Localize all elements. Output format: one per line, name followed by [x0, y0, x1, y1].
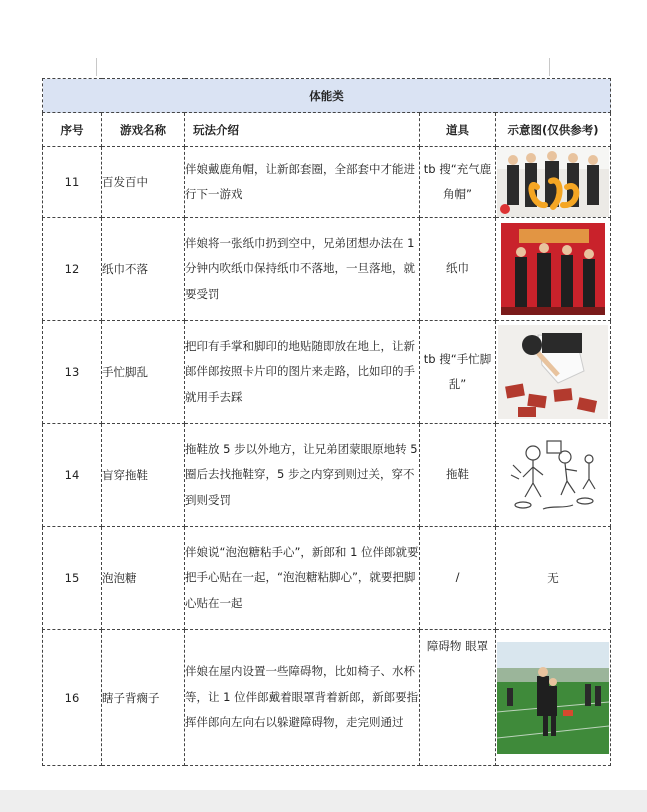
row-number: 15 — [43, 527, 102, 630]
illustration-cell — [496, 321, 611, 424]
games-table — [42, 78, 611, 766]
game-props: tb 搜“充气鹿角帽” — [420, 147, 496, 218]
illustration-cell — [496, 630, 611, 766]
game-description: 伴娘在屋内设置一些障碍物，比如椅子、水杯等，让 1 位伴郎戴着眼罩背着新郎，新郎要指挥伴郎向左向右以躲避障碍物，走完则通过 — [185, 630, 420, 766]
game-name: 瞎子背瘸子 — [102, 630, 185, 766]
game-description: 拖鞋放 5 步以外地方，让兄弟团蒙眼原地转 5 圈后去找拖鞋穿，5 步之内穿到则过关，穿不到则受罚 — [185, 424, 420, 527]
header-number: 序号 — [43, 113, 102, 147]
hand-foot-mat-photo — [498, 325, 608, 419]
antler-hat-photo — [497, 147, 609, 217]
game-props: 拖鞋 — [420, 424, 496, 527]
header-props: 道具 — [420, 113, 496, 147]
table-row — [43, 424, 611, 527]
illustration-cell — [496, 424, 611, 527]
header-game-name: 游戏名称 — [102, 113, 185, 147]
game-description: 伴娘将一张纸巾扔到空中，兄弟团想办法在 1 分钟内吹纸巾保持纸巾不落地，一旦落地，就要受罚 — [185, 218, 420, 321]
row-number: 16 — [43, 630, 102, 766]
game-name: 盲穿拖鞋 — [102, 424, 185, 527]
game-description: 把印有手掌和脚印的地贴随即放在地上，让新郎伴郎按照卡片印的图片来走路，比如印的手就用手去踩 — [185, 321, 420, 424]
game-description: 伴娘说“泡泡糖粘手心”，新郎和 1 位伴郎就要把手心贴在一起，“泡泡糖粘脚心”，就要把脚心贴在一起 — [185, 527, 420, 630]
game-description: 伴娘戴鹿角帽，让新郎套圈，全部套中才能进行下一游戏 — [185, 147, 420, 218]
game-props: / — [420, 527, 496, 630]
game-props: tb 搜“手忙脚乱” — [420, 321, 496, 424]
illustration-cell — [496, 147, 611, 218]
game-name: 泡泡糖 — [102, 527, 185, 630]
game-props: 纸巾 — [420, 218, 496, 321]
table-row — [43, 630, 611, 766]
illustration-cell — [496, 218, 611, 321]
blindfold-slipper-sketch — [503, 435, 603, 515]
illustration-none: 无 — [496, 527, 611, 630]
row-number: 14 — [43, 424, 102, 527]
table-title: 体能类 — [43, 79, 611, 113]
table-row — [43, 321, 611, 424]
game-name: 手忙脚乱 — [102, 321, 185, 424]
blind-carry-photo — [497, 642, 609, 754]
table-row — [43, 527, 611, 630]
header-illustration: 示意图(仅供参考) — [496, 113, 611, 147]
page-margin-mark-right — [549, 58, 550, 76]
row-number: 12 — [43, 218, 102, 321]
row-number: 13 — [43, 321, 102, 424]
page-bottom-band — [0, 790, 647, 812]
game-name: 百发百中 — [102, 147, 185, 218]
table-row — [43, 218, 611, 321]
page-margin-mark-left — [96, 58, 97, 76]
header-how-to-play: 玩法介绍 — [185, 113, 420, 147]
game-props: 障碍物 眼罩 — [420, 630, 496, 766]
row-number: 11 — [43, 147, 102, 218]
tissue-game-photo — [501, 223, 605, 315]
game-name: 纸巾不落 — [102, 218, 185, 321]
table-row — [43, 147, 611, 218]
